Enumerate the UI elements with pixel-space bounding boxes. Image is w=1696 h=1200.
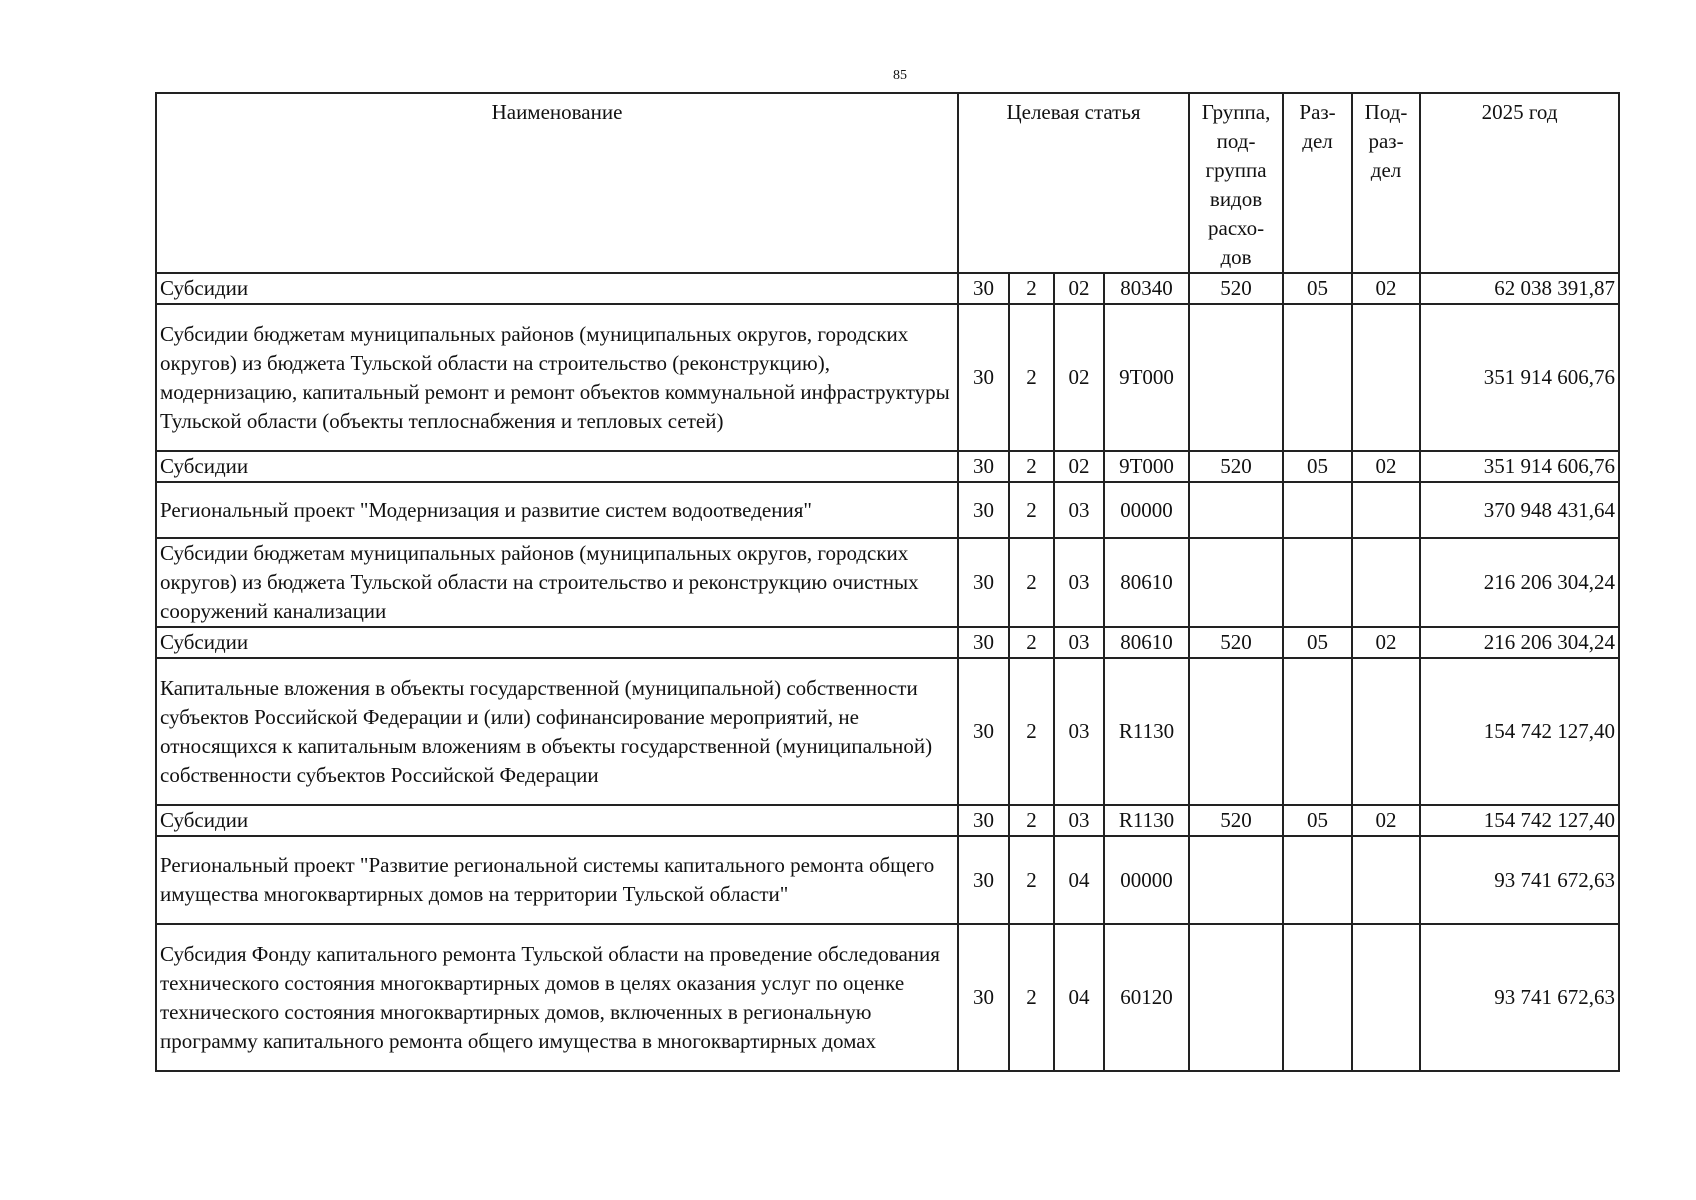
target-program: 30	[958, 482, 1009, 538]
section-code: 05	[1283, 451, 1352, 482]
target-program: 30	[958, 627, 1009, 658]
expense-group: 520	[1189, 273, 1283, 304]
target-subprogram: 2	[1009, 538, 1054, 627]
amount-2025: 216 206 304,24	[1420, 627, 1619, 658]
expense-group	[1189, 658, 1283, 805]
target-event: 03	[1054, 658, 1104, 805]
table-row	[156, 273, 1619, 304]
header-year: 2025 год	[1420, 93, 1619, 273]
section-code: 05	[1283, 627, 1352, 658]
expense-group	[1189, 924, 1283, 1071]
header-group-line: видов	[1209, 187, 1263, 211]
subsection-code: 02	[1352, 627, 1420, 658]
subsection-code	[1352, 836, 1420, 924]
target-direction: 00000	[1104, 836, 1189, 924]
expense-group: 520	[1189, 805, 1283, 836]
target-subprogram: 2	[1009, 482, 1054, 538]
target-subprogram: 2	[1009, 836, 1054, 924]
table-row	[156, 836, 1619, 924]
target-event: 03	[1054, 482, 1104, 538]
section-code	[1283, 482, 1352, 538]
budget-table	[155, 92, 1620, 1072]
target-program: 30	[958, 924, 1009, 1071]
amount-2025: 216 206 304,24	[1420, 538, 1619, 627]
header-section-line: Раз-	[1299, 100, 1336, 124]
row-name: Региональный проект "Модернизация и развитие систем водоотведения"	[156, 482, 958, 538]
row-name: Субсидии	[156, 805, 958, 836]
target-direction: R1130	[1104, 658, 1189, 805]
header-section-line: дел	[1302, 129, 1333, 153]
target-direction: 9Т000	[1104, 451, 1189, 482]
target-event: 04	[1054, 836, 1104, 924]
row-name: Субсидии	[156, 273, 958, 304]
amount-2025: 370 948 431,64	[1420, 482, 1619, 538]
header-section	[1283, 93, 1352, 273]
row-name: Субсидии бюджетам муниципальных районов (муниципальных округов, городских округов) из бюджета Тульской области на строительство (реконструкцию), модернизацию, капитальный ремонт и ремонт объектов коммунальной инфраструктуры Тульской области (объекты теплоснабжения и тепловых сетей)	[156, 304, 958, 451]
target-direction: R1130	[1104, 805, 1189, 836]
target-event: 03	[1054, 627, 1104, 658]
target-subprogram: 2	[1009, 304, 1054, 451]
header-subsection-line: Под-	[1364, 100, 1408, 124]
target-direction: 80610	[1104, 538, 1189, 627]
target-direction: 60120	[1104, 924, 1189, 1071]
target-event: 02	[1054, 451, 1104, 482]
amount-2025: 351 914 606,76	[1420, 451, 1619, 482]
subsection-code	[1352, 304, 1420, 451]
row-name: Субсидии бюджетам муниципальных районов (муниципальных округов, городских округов) из бюджета Тульской области на строительство и реконструкцию очистных сооружений канализации	[156, 538, 958, 627]
section-code	[1283, 836, 1352, 924]
amount-2025: 154 742 127,40	[1420, 805, 1619, 836]
header-group	[1189, 93, 1283, 273]
subsection-code: 02	[1352, 451, 1420, 482]
header-group-line: расхо-	[1208, 216, 1265, 240]
expense-group: 520	[1189, 451, 1283, 482]
amount-2025: 351 914 606,76	[1420, 304, 1619, 451]
subsection-code	[1352, 538, 1420, 627]
section-code	[1283, 658, 1352, 805]
target-program: 30	[958, 658, 1009, 805]
expense-group	[1189, 836, 1283, 924]
section-code: 05	[1283, 805, 1352, 836]
expense-group	[1189, 304, 1283, 451]
target-subprogram: 2	[1009, 627, 1054, 658]
target-program: 30	[958, 538, 1009, 627]
target-subprogram: 2	[1009, 273, 1054, 304]
amount-2025: 93 741 672,63	[1420, 836, 1619, 924]
row-name: Капитальные вложения в объекты государственной (муниципальной) собственности субъектов Российской Федерации и (или) софинансирование мероприятий, не относящихся к капитальным вложениям в объекты государственной (муниципальной) собственности субъектов Российской Федерации	[156, 658, 958, 805]
header-group-line: группа	[1205, 158, 1267, 182]
target-program: 30	[958, 304, 1009, 451]
header-group-line: под-	[1216, 129, 1256, 153]
target-event: 03	[1054, 538, 1104, 627]
target-event: 03	[1054, 805, 1104, 836]
subsection-code	[1352, 658, 1420, 805]
subsection-code: 02	[1352, 273, 1420, 304]
target-event: 04	[1054, 924, 1104, 1071]
subsection-code	[1352, 482, 1420, 538]
target-direction: 9Т000	[1104, 304, 1189, 451]
subsection-code: 02	[1352, 805, 1420, 836]
expense-group	[1189, 538, 1283, 627]
target-subprogram: 2	[1009, 658, 1054, 805]
row-name: Субсидии	[156, 451, 958, 482]
header-subsection	[1352, 93, 1420, 273]
target-program: 30	[958, 836, 1009, 924]
target-program: 30	[958, 273, 1009, 304]
target-direction: 00000	[1104, 482, 1189, 538]
table-row	[156, 538, 1619, 627]
expense-group	[1189, 482, 1283, 538]
target-program: 30	[958, 805, 1009, 836]
amount-2025: 62 038 391,87	[1420, 273, 1619, 304]
page-number: 85	[893, 68, 907, 83]
target-event: 02	[1054, 273, 1104, 304]
target-subprogram: 2	[1009, 805, 1054, 836]
subsection-code	[1352, 924, 1420, 1071]
table-row	[156, 451, 1619, 482]
target-event: 02	[1054, 304, 1104, 451]
target-direction: 80610	[1104, 627, 1189, 658]
amount-2025: 93 741 672,63	[1420, 924, 1619, 1071]
target-direction: 80340	[1104, 273, 1189, 304]
section-code	[1283, 538, 1352, 627]
row-name: Субсидия Фонду капитального ремонта Тульской области на проведение обследования технического состояния многоквартирных домов в целях оказания услуг по оценке технического состояния многоквартирных домов, включенных в региональную программу капитального ремонта общего имущества в многоквартирных домах	[156, 924, 958, 1071]
table-row	[156, 924, 1619, 1071]
header-target-article: Целевая статья	[958, 93, 1189, 273]
section-code	[1283, 304, 1352, 451]
table-row	[156, 658, 1619, 805]
expense-group: 520	[1189, 627, 1283, 658]
section-code	[1283, 924, 1352, 1071]
target-subprogram: 2	[1009, 924, 1054, 1071]
table-body	[156, 273, 1619, 1071]
row-name: Субсидии	[156, 627, 958, 658]
table-row	[156, 304, 1619, 451]
target-program: 30	[958, 451, 1009, 482]
table-row	[156, 805, 1619, 836]
section-code: 05	[1283, 273, 1352, 304]
header-name: Наименование	[156, 93, 958, 273]
table-header-row	[156, 93, 1619, 273]
header-group-line: дов	[1220, 245, 1252, 269]
header-subsection-line: раз-	[1368, 129, 1404, 153]
header-subsection-line: дел	[1370, 158, 1402, 182]
table-row	[156, 482, 1619, 538]
amount-2025: 154 742 127,40	[1420, 658, 1619, 805]
target-subprogram: 2	[1009, 451, 1054, 482]
table-row	[156, 627, 1619, 658]
row-name: Региональный проект "Развитие региональной системы капитального ремонта общего имущества многоквартирных домов на территории Тульской области"	[156, 836, 958, 924]
header-group-line: Группа,	[1201, 100, 1271, 124]
